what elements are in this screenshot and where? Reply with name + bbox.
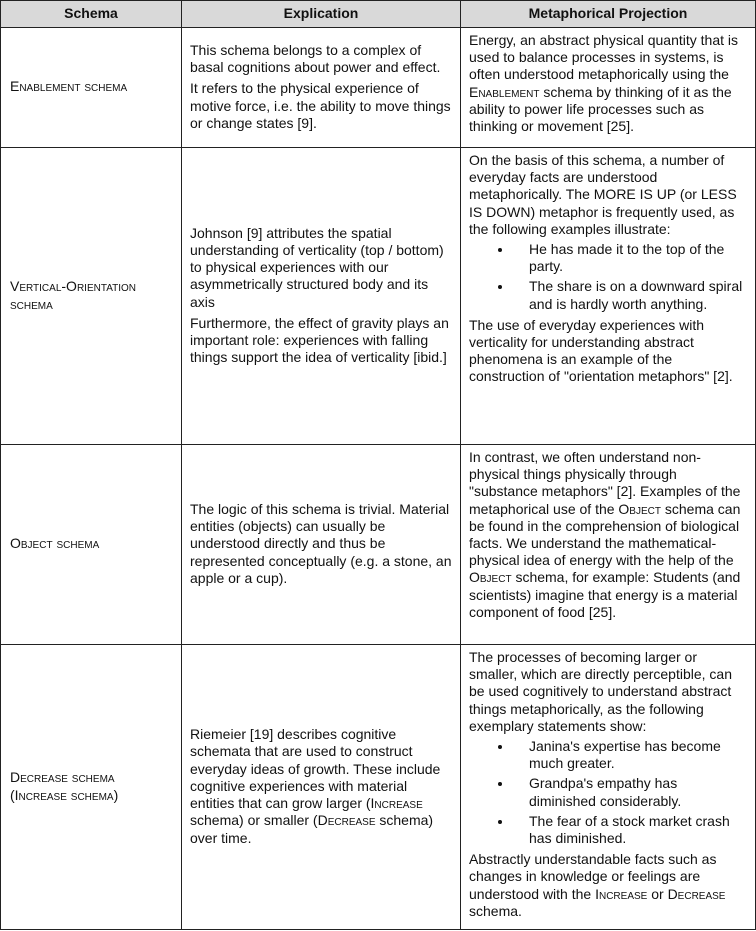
- explication-cell: [182, 645, 461, 930]
- projection-paragraph: Abstractly understandable facts such as changes in knowledge or feelings are understood with the Increase or Decrease schema.: [469, 851, 726, 919]
- header-schema: Schema: [1, 1, 182, 28]
- projection-cell: [461, 445, 756, 645]
- schema-term: Increase: [370, 795, 423, 812]
- explication-paragraph: Riemeier [19] describes cognitive schemata that are used to construct everyday ideas of growth. These include cognitive experiences with material entities that can grow larger (Increase schema) or smaller (Decrease schema) over time.: [190, 726, 441, 846]
- explication-paragraph: This schema belongs to a complex of basal cognitions about power and effect.: [190, 41, 441, 76]
- explication-paragraph: It refers to the physical experience of motive force, i.e. the ability to move things or change states [9].: [190, 80, 451, 131]
- schema-name: Enablement schema: [10, 78, 128, 95]
- schema-name-cell: [1, 28, 182, 148]
- projection-paragraph: The use of everyday experiences with verticality for understanding abstract phenomena is an example of the construction of "orientation metaphors" [2].: [469, 316, 733, 385]
- explication-paragraph: Furthermore, the effect of gravity plays an important role: experiences with falling things support the idea of verticality [ibid.]: [190, 314, 449, 366]
- header-explication: Explication: [182, 1, 461, 28]
- schema-name-cell: [1, 148, 182, 445]
- explication-paragraph: Johnson [9] attributes the spatial understanding of verticality (top / bottom) to physical experiences with our asymmetrically structured body and its axis: [190, 224, 444, 310]
- schema-name-alt: (Increase schema): [10, 786, 119, 803]
- example-item: • The fear of a stock market crash has diminished.: [513, 813, 747, 847]
- header-row: [1, 1, 756, 28]
- projection-cell: [461, 645, 756, 930]
- explication-cell: [182, 28, 461, 148]
- schema-name: Vertical-Orientation schema: [10, 278, 137, 312]
- explication-cell: [182, 445, 461, 645]
- header-projection: Metaphorical Projection: [461, 1, 756, 28]
- example-list: [469, 241, 747, 313]
- projection-cell: [461, 28, 756, 148]
- projection-paragraph: The processes of becoming larger or smaller, which are directly perceptible, can be used cognitively to understand abstract things metaphorically, as the following exemplary statements show:: [469, 649, 733, 734]
- schema-term: Object: [618, 500, 661, 517]
- projection-paragraph: In contrast, we often understand non-physical things physically through "substance metaphors" [2]. Examples of the metaphorical use of the Object schema can be found in the comprehension of biological facts. We understand the mathematical-physical idea of energy with the help of the Object schema, for example: Students (and scientists) imagine that energy is a material component of food [25].: [469, 449, 741, 620]
- projection-paragraph: On the basis of this schema, a number of everyday facts are understood metaphorically. The MORE IS UP (or LESS IS DOWN) metaphor is frequently used, as the following examples illustrate:: [469, 152, 737, 237]
- example-item: • The share is on a downward spiral and is hardly worth anything.: [513, 278, 747, 312]
- schema-name-cell: [1, 445, 182, 645]
- projection-cell: [461, 148, 756, 445]
- table-row: [1, 645, 756, 930]
- explication-paragraph: The logic of this schema is trivial. Material entities (objects) can usually be understood directly and thus be represented conceptually (e.g. a stone, an apple or a cup).: [190, 500, 452, 586]
- example-item: • Janina's expertise has become much greater.: [513, 738, 747, 772]
- schema-term: Decrease: [317, 812, 376, 829]
- table-row: [1, 445, 756, 645]
- example-list: [469, 738, 747, 847]
- example-item: • Grandpa's empathy has diminished considerably.: [513, 775, 747, 809]
- schema-name-cell: [1, 645, 182, 930]
- explication-cell: [182, 148, 461, 445]
- schema-term: Decrease: [667, 885, 726, 902]
- table-row: [1, 148, 756, 445]
- schema-name: Object schema: [10, 535, 100, 552]
- table-row: [1, 28, 756, 148]
- schema-term: Increase: [595, 885, 648, 902]
- projection-paragraph: Energy, an abstract physical quantity that is used to balance processes in systems, is often understood metaphorically using the Enablement schema by thinking of it as the ability to power life processes such as thinking or movement [25].: [469, 32, 738, 135]
- schema-term: Enablement: [469, 83, 540, 100]
- schema-term: Object: [469, 569, 512, 586]
- schema-name: Decrease schema: [10, 769, 115, 786]
- example-item: • He has made it to the top of the party.: [513, 241, 747, 275]
